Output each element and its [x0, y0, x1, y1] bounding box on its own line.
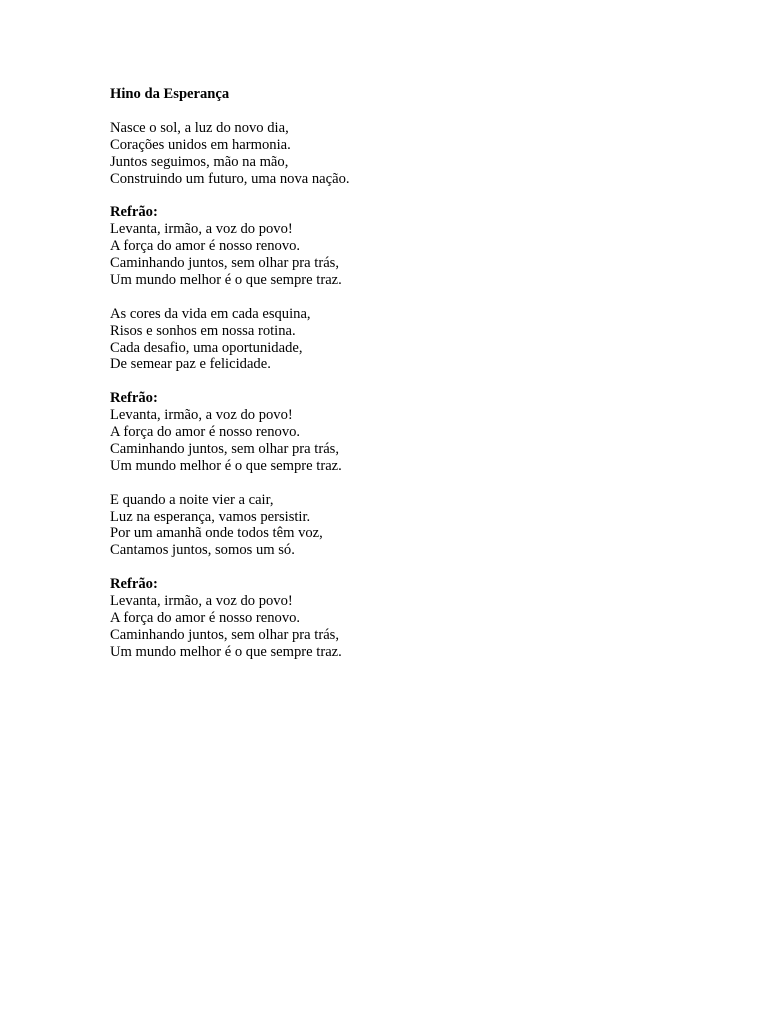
stanza-line: A força do amor é nosso renovo.: [110, 424, 301, 441]
refrain-1: [110, 204, 710, 289]
refrain-2: [110, 390, 710, 475]
stanza-line: Levanta, irmão, a voz do povo!: [110, 407, 293, 424]
stanza-line: Nasce o sol, a luz do novo dia,: [110, 119, 289, 136]
refrain-3: [110, 576, 710, 661]
stanza-line: Levanta, irmão, a voz do povo!: [110, 221, 293, 238]
stanza-line: Um mundo melhor é o que sempre traz.: [110, 457, 342, 474]
stanza-line: A força do amor é nosso renovo.: [110, 238, 301, 255]
stanza-line: Caminhando juntos, sem olhar pra trás,: [110, 440, 339, 457]
stanza-line: Corações unidos em harmonia.: [110, 136, 291, 153]
stanza-line: Juntos seguimos, mão na mão,: [110, 153, 289, 170]
stanza-line: Por um amanhã onde todos têm voz,: [110, 525, 323, 542]
stanza-line: Um mundo melhor é o que sempre traz.: [110, 643, 342, 660]
stanza-line: Caminhando juntos, sem olhar pra trás,: [110, 255, 339, 272]
stanza-line: De semear paz e felicidade.: [110, 356, 271, 373]
refrain-label: Refrão:: [110, 390, 158, 407]
stanza-line: Construindo um futuro, uma nova nação.: [110, 170, 350, 187]
stanza-2: [110, 306, 710, 374]
stanza-line: E quando a noite vier a cair,: [110, 491, 274, 508]
stanza-line: Um mundo melhor é o que sempre traz.: [110, 271, 342, 288]
stanza-line: As cores da vida em cada esquina,: [110, 305, 311, 322]
stanza-line: A força do amor é nosso renovo.: [110, 610, 301, 626]
stanza-line: Cantamos juntos, somos um só.: [110, 542, 295, 559]
document-title: Hino da Esperança: [110, 86, 230, 102]
refrain-label: Refrão:: [110, 204, 158, 221]
stanza-line: Cada desafio, uma oportunidade,: [110, 339, 303, 356]
document-page: [110, 86, 710, 678]
stanza-3: [110, 492, 710, 560]
stanza-line: Risos e sonhos em nossa rotina.: [110, 322, 296, 339]
stanza-line: Levanta, irmão, a voz do povo!: [110, 593, 293, 610]
stanza-1: [110, 120, 710, 188]
stanza-line: Luz na esperança, vamos persistir.: [110, 508, 311, 525]
stanza-line: Caminhando juntos, sem olhar pra trás,: [110, 626, 339, 643]
refrain-label: Refrão:: [110, 576, 158, 593]
